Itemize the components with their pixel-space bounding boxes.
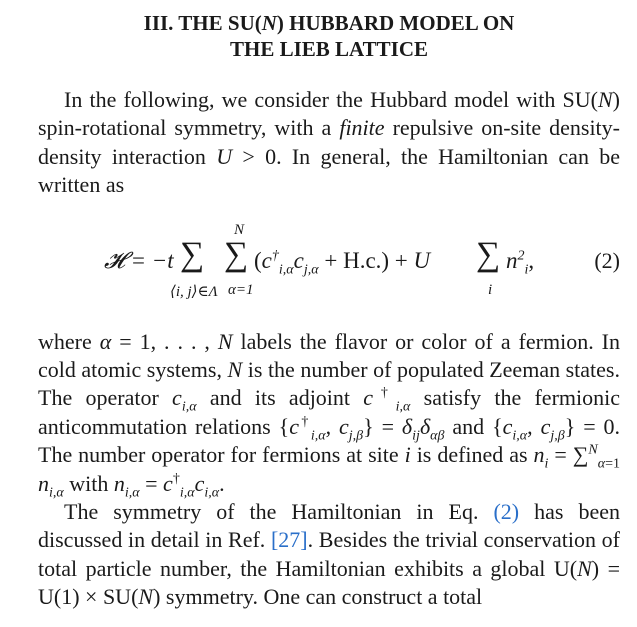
sum-lower-alpha: α=1 [228, 281, 254, 298]
equation-body [104, 222, 544, 322]
sum-upper-alpha: N [234, 221, 245, 238]
paragraph-symmetry: The symmetry of the Hamiltonian in Eq. (2) has been discussed in detail in Ref. [27]. Besides the trivial conservation of total particle number, the Hamiltonian exhibits a global U(N) = U(1) × SU(N) symmetry. One can construct a total [38, 499, 620, 610]
equation-term: $(c^\dagger_{i,\alpha}c_{j,\alpha} + H.c.) + U$ [254, 247, 431, 278]
equation-lhs: 𝓗 = −t [104, 247, 174, 273]
equation-reference-link[interactable]: (2) [493, 499, 520, 525]
sum-lower-sites: i [488, 281, 493, 298]
equation-last-term: $n^2_i$, [506, 247, 535, 278]
equation-number: (2) [594, 247, 620, 273]
paper-page [38, 0, 620, 612]
sum-symbol-alpha: ∑ [224, 235, 249, 273]
sum-symbol-sites: ∑ [476, 235, 501, 273]
citation-link[interactable]: [27] [270, 527, 308, 553]
hamiltonian-equation [38, 206, 620, 328]
sum-symbol-pairs: ∑ [180, 235, 205, 273]
section-heading-line2: THE LIEB LATTICE [229, 37, 428, 61]
sum-lower-pairs: ⟨i, j⟩∈Λ [170, 283, 218, 300]
paragraph-definitions: where α = 1, . . . , N labels the flavor or color of a fermion. In cold atomic systems, N is the number of populated Zeeman states. The operator $c_{i,\alpha}$ and its adjoint $c^\dagger_{i,\alpha}$ satisfy the fermionic anticommutation relations {$c^\dagger_{i,\alpha}$, $c_{j,\beta}\} = \delta_{ij}\delta_{\alpha\beta}$ and {$c_{i,\alpha}$, $c_{j,\beta}\} = 0$. The number operator for fermions at site i is defined as $n_i = \sum^N_{\alpha=1}$ $n_{i,\alpha}$ with $n_{i,\alpha} = c^\dagger_{i,\alpha}c_{i,\alpha}$. [38, 328, 621, 501]
section-heading-line1: III. THE SU(N) HUBBARD MODEL ON [143, 11, 515, 35]
section-heading [38, 10, 620, 62]
paragraph-intro: In the following, we consider the Hubbard model with SU(N) spin-rotational symmetry, with a finite repulsive on-site density-density interaction U > 0. In general, the Hamiltonian can be written as [38, 87, 620, 198]
